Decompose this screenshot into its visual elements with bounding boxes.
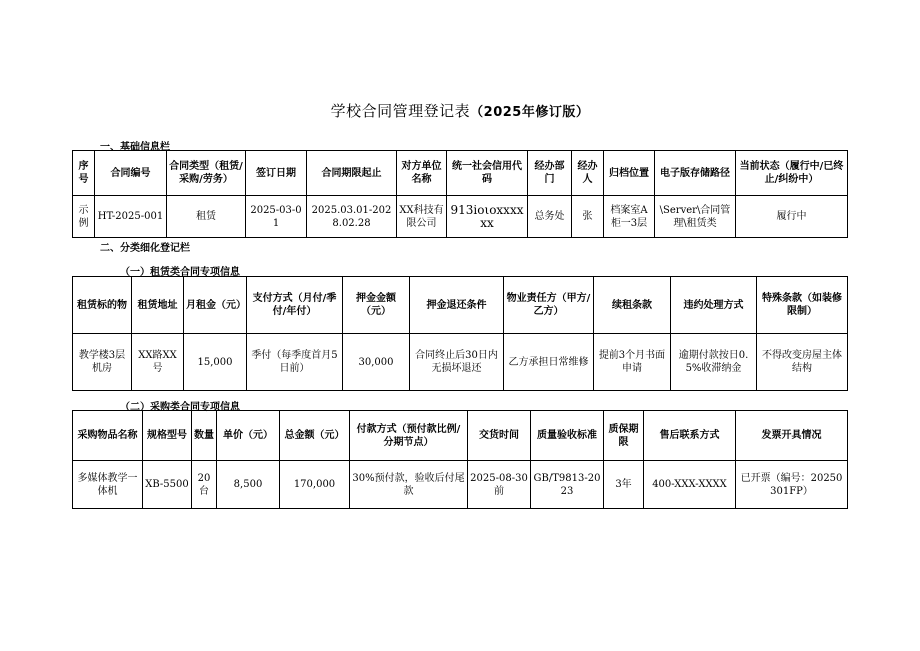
lease-data-cell: 合同终止后30日内无损坏退还 [410,334,504,391]
basic-data-cell: HT-2025-001 [95,196,167,238]
purchase-data-cell: XB-5500 [143,461,192,509]
basic-data-cell: 履行中 [736,196,848,238]
basic-data-cell: 2025-03-01 [246,196,307,238]
purchase-data-cell: GB/T9813-2023 [531,461,604,509]
section-basic-heading: 一、基础信息栏 [100,142,170,153]
purchase-header-cell: 售后联系方式 [644,411,736,461]
section-lease-heading: （一）租赁类合同专项信息 [120,267,240,278]
basic-header-cell: 归档位置 [604,151,655,196]
lease-header-cell: 押金退还条件 [410,277,504,334]
lease-data-cell: 15,000 [184,334,247,391]
table-row [73,196,848,238]
purchase-header-cell: 质保期限 [604,411,644,461]
basic-header-cell: 经办人 [572,151,604,196]
purchase-data-cell: 已开票（编号：20250301FP） [736,461,848,509]
purchase-header-cell: 采购物品名称 [73,411,143,461]
lease-data-cell: 教学楼3层机房 [73,334,132,391]
basic-data-cell: 913ioιoxxxxxx [447,196,528,238]
lease-data-cell: 提前3个月书面申请 [594,334,671,391]
lease-data-cell: 30,000 [343,334,410,391]
basic-header-cell: 合同期限起止 [307,151,397,196]
purchase-data-cell: 2025-08-30前 [468,461,531,509]
lease-header-cell: 续租条款 [594,277,671,334]
lease-data-cell: 逾期付款按日0.5%收滞纳金 [671,334,757,391]
purchase-data-cell: 8,500 [217,461,280,509]
purchase-contract-table [72,410,848,509]
title-sub: （2025年修订版） [470,105,590,120]
basic-header-cell: 合同编号 [95,151,167,196]
basic-data-cell: 示例 [73,196,95,238]
purchase-header-cell: 交货时间 [468,411,531,461]
purchase-header-cell: 付款方式（预付款比例/分期节点） [350,411,468,461]
basic-info-table [72,150,848,238]
basic-header-cell: 签订日期 [246,151,307,196]
basic-header-cell: 经办部门 [528,151,572,196]
purchase-header-cell: 单价（元） [217,411,280,461]
basic-data-cell: 档案室A柜一3层 [604,196,655,238]
lease-header-cell: 租赁标的物 [73,277,132,334]
purchase-header-cell: 规格型号 [143,411,192,461]
title-main: 学校合同管理登记表 [330,102,471,120]
purchase-data-cell: 多媒体教学一体机 [73,461,143,509]
purchase-data-cell: 20台 [192,461,217,509]
basic-header-cell: 当前状态（履行中/已终止/纠纷中） [736,151,848,196]
table-row [73,461,848,509]
lease-contract-table [72,276,848,391]
basic-header-cell: 电子版存储路径 [655,151,736,196]
basic-data-cell: 总务处 [528,196,572,238]
section-purchase-heading: （二）采购类合同专项信息 [120,402,240,413]
basic-data-cell: XX科技有限公司 [397,196,447,238]
lease-header-cell: 押金金额（元） [343,277,410,334]
purchase-header-cell: 质量验收标准 [531,411,604,461]
page-title [0,100,920,121]
lease-header-cell: 月租金（元） [184,277,247,334]
lease-data-cell: 乙方承担日常维修 [504,334,594,391]
basic-table-header-row [73,151,848,196]
purchase-data-cell: 400-XXX-XXXX [644,461,736,509]
lease-header-cell: 支付方式（月付/季付/年付） [247,277,343,334]
lease-data-cell: 季付（每季度首月5日前） [247,334,343,391]
purchase-data-cell: 170,000 [280,461,350,509]
lease-table-header-row [73,277,848,334]
lease-header-cell: 违约处理方式 [671,277,757,334]
basic-data-cell: 租赁 [167,196,246,238]
basic-data-cell: 张 [572,196,604,238]
lease-header-cell: 租赁地址 [132,277,184,334]
purchase-data-cell: 30%预付款，验收后付尾款 [350,461,468,509]
purchase-data-cell: 3年 [604,461,644,509]
lease-data-cell: 不得改变房屋主体结构 [757,334,848,391]
table-row [73,334,848,391]
basic-data-cell: 2025.03.01-2028.02.28 [307,196,397,238]
lease-data-cell: XX路XX号 [132,334,184,391]
purchase-header-cell: 总金额（元） [280,411,350,461]
lease-header-cell: 物业责任方（甲方/乙方） [504,277,594,334]
purchase-header-cell: 数量 [192,411,217,461]
purchase-header-cell: 发票开具情况 [736,411,848,461]
section-classified-heading: 二、分类细化登记栏 [100,243,190,254]
purchase-table-header-row [73,411,848,461]
basic-header-cell: 对方单位名称 [397,151,447,196]
basic-data-cell: \Server\合同管理\租赁类 [655,196,736,238]
lease-header-cell: 特殊条款（如装修限制） [757,277,848,334]
basic-header-cell: 合同类型（租赁/采购/劳务） [167,151,246,196]
basic-header-cell: 序号 [73,151,95,196]
basic-header-cell: 统一社会信用代码 [447,151,528,196]
